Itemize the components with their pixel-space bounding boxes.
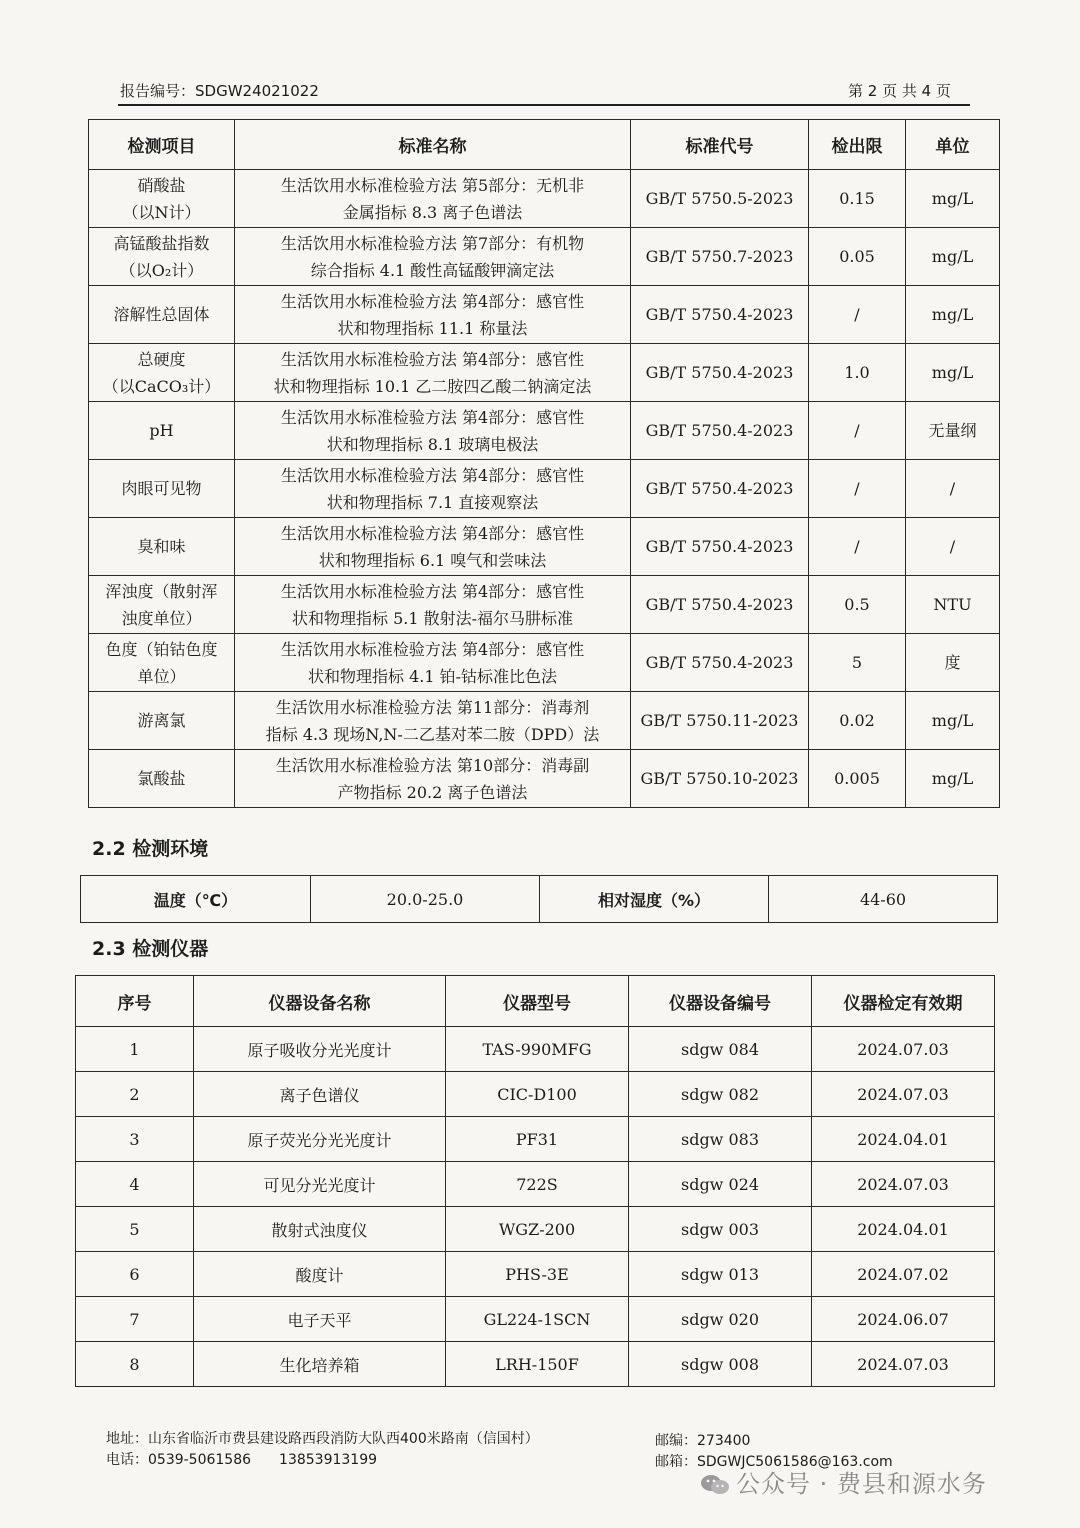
instruments-table <box>75 975 995 1387</box>
unit-cell: mg/L <box>906 286 1000 344</box>
standard-code-cell: GB/T 5750.4-2023 <box>631 460 809 518</box>
seq-cell: 1 <box>76 1027 194 1072</box>
test-item-cell-line: 硝酸盐 <box>137 175 186 195</box>
seq-cell: 3 <box>76 1117 194 1162</box>
standard-name-cell <box>235 170 631 228</box>
test-item-cell-line: 色度（铂钴色度 <box>105 639 218 659</box>
standard-name-cell <box>235 518 631 576</box>
table-row <box>76 1162 995 1207</box>
unit-cell: mg/L <box>906 692 1000 750</box>
test-item-cell-line: 高锰酸盐指数 <box>113 233 210 253</box>
equipment-id-cell: sdgw 083 <box>629 1117 812 1162</box>
detection-limit-cell: / <box>809 518 906 576</box>
seq-cell: 4 <box>76 1162 194 1207</box>
table-row <box>89 750 1000 808</box>
test-methods-table <box>88 119 1000 808</box>
model-cell: TAS-990MFG <box>446 1027 629 1072</box>
equipment-id-cell: sdgw 024 <box>629 1162 812 1207</box>
standard-name-cell-line: 生活饮用水标准检验方法 第10部分：消毒副 <box>275 755 590 775</box>
environment-table <box>80 875 998 923</box>
footer-phone: 电话：0539-5061586 13853913199 <box>106 1452 378 1468</box>
test-item-cell <box>89 286 235 344</box>
seq-cell: 7 <box>76 1297 194 1342</box>
unit-cell: mg/L <box>906 228 1000 286</box>
standard-name-cell-line: 生活饮用水标准检验方法 第4部分：感官性 <box>280 291 585 311</box>
standard-name-cell-line: 生活饮用水标准检验方法 第7部分：有机物 <box>280 233 585 253</box>
standard-code-cell: GB/T 5750.10-2023 <box>631 750 809 808</box>
table-row <box>76 1027 995 1072</box>
calibration-date-cell: 2024.07.03 <box>812 1027 995 1072</box>
header-unit: 单位 <box>906 120 1000 170</box>
standard-name-cell-line: 生活饮用水标准检验方法 第5部分：无机非 <box>280 175 585 195</box>
standard-name-cell <box>235 634 631 692</box>
standard-name-cell-line: 金属指标 8.3 离子色谱法 <box>342 202 523 222</box>
table-header-row <box>76 976 995 1027</box>
table-row <box>76 1072 995 1117</box>
unit-cell: NTU <box>906 576 1000 634</box>
table-row <box>89 344 1000 402</box>
detection-limit-cell: 0.005 <box>809 750 906 808</box>
standard-name-cell <box>235 344 631 402</box>
test-item-cell <box>89 228 235 286</box>
standard-name-cell-line: 综合指标 4.1 酸性高锰酸钾滴定法 <box>310 260 555 280</box>
standard-name-cell-line: 状和物理指标 7.1 直接观察法 <box>326 492 539 512</box>
model-cell: PF31 <box>446 1117 629 1162</box>
test-item-cell-line: 游离氯 <box>137 711 186 730</box>
detection-limit-cell: 0.02 <box>809 692 906 750</box>
instrument-name-cell: 电子天平 <box>194 1297 446 1342</box>
instrument-name-cell: 酸度计 <box>194 1252 446 1297</box>
detection-limit-cell: 0.15 <box>809 170 906 228</box>
calibration-date-cell: 2024.06.07 <box>812 1297 995 1342</box>
standard-name-cell <box>235 692 631 750</box>
standard-name-cell <box>235 460 631 518</box>
model-cell: GL224-1SCN <box>446 1297 629 1342</box>
test-item-cell-line: （以O₂计） <box>119 260 204 280</box>
detection-limit-cell: 0.05 <box>809 228 906 286</box>
standard-code-cell: GB/T 5750.4-2023 <box>631 344 809 402</box>
standard-code-cell: GB/T 5750.5-2023 <box>631 170 809 228</box>
table-row <box>76 1207 995 1252</box>
standard-name-cell <box>235 576 631 634</box>
model-cell: WGZ-200 <box>446 1207 629 1252</box>
model-cell: CIC-D100 <box>446 1072 629 1117</box>
table-row <box>89 228 1000 286</box>
standard-name-cell <box>235 228 631 286</box>
calibration-date-cell: 2024.07.03 <box>812 1072 995 1117</box>
standard-name-cell-line: 生活饮用水标准检验方法 第4部分：感官性 <box>280 349 585 369</box>
instrument-name-cell: 生化培养箱 <box>194 1342 446 1387</box>
standard-name-cell-line: 指标 4.3 现场N,N-二乙基对苯二胺（DPD）法 <box>265 724 600 744</box>
watermark <box>700 1464 987 1499</box>
test-item-cell <box>89 460 235 518</box>
standard-name-cell <box>235 286 631 344</box>
test-item-cell <box>89 402 235 460</box>
header-calibration-date: 仪器检定有效期 <box>812 976 995 1027</box>
standard-name-cell-line: 状和物理指标 10.1 乙二胺四乙酸二钠滴定法 <box>273 376 592 396</box>
detection-limit-cell: / <box>809 286 906 344</box>
table-row <box>89 518 1000 576</box>
test-item-cell-line: 浑浊度（散射浑 <box>105 581 218 601</box>
test-item-cell-line: 氯酸盐 <box>137 769 186 788</box>
standard-code-cell: GB/T 5750.4-2023 <box>631 402 809 460</box>
standard-code-cell: GB/T 5750.4-2023 <box>631 518 809 576</box>
detection-limit-cell: / <box>809 460 906 518</box>
test-item-cell <box>89 634 235 692</box>
table-row <box>89 634 1000 692</box>
test-item-cell <box>89 750 235 808</box>
table-row <box>89 402 1000 460</box>
test-item-cell-line: 浊度单位） <box>121 608 202 628</box>
seq-cell: 8 <box>76 1342 194 1387</box>
equipment-id-cell: sdgw 020 <box>629 1297 812 1342</box>
table-row <box>89 692 1000 750</box>
table-row <box>76 1342 995 1387</box>
environment-row <box>81 876 998 923</box>
detection-limit-cell: 5 <box>809 634 906 692</box>
test-item-cell-line: 溶解性总固体 <box>113 305 210 324</box>
test-item-cell-line: （以CaCO₃计） <box>102 376 221 396</box>
equipment-id-cell: sdgw 013 <box>629 1252 812 1297</box>
instrument-name-cell: 可见分光光度计 <box>194 1162 446 1207</box>
header-standard-name: 标准名称 <box>235 120 631 170</box>
unit-cell: / <box>906 518 1000 576</box>
header-instrument-name: 仪器设备名称 <box>194 976 446 1027</box>
standard-code-cell: GB/T 5750.4-2023 <box>631 634 809 692</box>
unit-cell: 无量纲 <box>906 402 1000 460</box>
header-standard-code: 标准代号 <box>631 120 809 170</box>
calibration-date-cell: 2024.04.01 <box>812 1117 995 1162</box>
seq-cell: 2 <box>76 1072 194 1117</box>
standard-name-cell-line: 状和物理指标 6.1 嗅气和尝味法 <box>318 550 547 570</box>
test-item-cell <box>89 170 235 228</box>
test-item-cell <box>89 576 235 634</box>
footer-postcode: 邮编：273400 <box>655 1433 751 1449</box>
equipment-id-cell: sdgw 003 <box>629 1207 812 1252</box>
test-item-cell-line: 肉眼可见物 <box>121 479 202 498</box>
test-item-cell <box>89 692 235 750</box>
header-test-item: 检测项目 <box>89 120 235 170</box>
model-cell: PHS-3E <box>446 1252 629 1297</box>
standard-code-cell: GB/T 5750.4-2023 <box>631 576 809 634</box>
standard-name-cell-line: 生活饮用水标准检验方法 第11部分：消毒剂 <box>275 697 590 717</box>
standard-name-cell-line: 生活饮用水标准检验方法 第4部分：感官性 <box>280 523 585 543</box>
standard-code-cell: GB/T 5750.11-2023 <box>631 692 809 750</box>
seq-cell: 5 <box>76 1207 194 1252</box>
unit-cell: mg/L <box>906 750 1000 808</box>
wechat-icon <box>700 1473 730 1497</box>
header-equipment-id: 仪器设备编号 <box>629 976 812 1027</box>
detection-limit-cell: 1.0 <box>809 344 906 402</box>
model-cell: 722S <box>446 1162 629 1207</box>
footer-email: 邮箱：SDGWJC5061586@163.com <box>655 1454 893 1470</box>
unit-cell: / <box>906 460 1000 518</box>
detection-limit-cell: / <box>809 402 906 460</box>
standard-name-cell-line: 状和物理指标 4.1 铂-钴标准比色法 <box>307 666 558 686</box>
test-item-cell-line: （以N计） <box>122 202 201 222</box>
unit-cell: mg/L <box>906 344 1000 402</box>
calibration-date-cell: 2024.07.03 <box>812 1162 995 1207</box>
standard-code-cell: GB/T 5750.7-2023 <box>631 228 809 286</box>
standard-name-cell-line: 状和物理指标 11.1 称量法 <box>337 318 528 338</box>
temperature-value: 20.0-25.0 <box>311 876 540 923</box>
table-row <box>89 286 1000 344</box>
table-row <box>89 170 1000 228</box>
test-item-cell-line: 臭和味 <box>137 537 186 556</box>
table-row <box>76 1252 995 1297</box>
standard-name-cell-line: 生活饮用水标准检验方法 第4部分：感官性 <box>280 407 585 427</box>
detection-limit-cell: 0.5 <box>809 576 906 634</box>
instrument-name-cell: 离子色谱仪 <box>194 1072 446 1117</box>
standard-name-cell-line: 生活饮用水标准检验方法 第4部分：感官性 <box>280 581 585 601</box>
instrument-name-cell: 散射式浊度仪 <box>194 1207 446 1252</box>
equipment-id-cell: sdgw 084 <box>629 1027 812 1072</box>
section-title-environment: 2.2 检测环境 <box>92 838 209 860</box>
temperature-label: 温度（℃） <box>81 876 311 923</box>
page-indicator: 第 2 页 共 4 页 <box>848 82 951 100</box>
standard-code-cell: GB/T 5750.4-2023 <box>631 286 809 344</box>
section-title-instruments: 2.3 检测仪器 <box>92 938 209 960</box>
header-detection-limit: 检出限 <box>809 120 906 170</box>
table-row <box>76 1117 995 1162</box>
table-row <box>89 576 1000 634</box>
test-item-cell-line: 总硬度 <box>137 349 186 369</box>
standard-name-cell <box>235 402 631 460</box>
instrument-name-cell: 原子荧光分光光度计 <box>194 1117 446 1162</box>
standard-name-cell-line: 生活饮用水标准检验方法 第4部分：感官性 <box>280 639 585 659</box>
standard-name-cell-line: 产物指标 20.2 离子色谱法 <box>337 782 528 802</box>
test-item-cell <box>89 518 235 576</box>
standard-name-cell <box>235 750 631 808</box>
unit-cell: 度 <box>906 634 1000 692</box>
calibration-date-cell: 2024.07.02 <box>812 1252 995 1297</box>
humidity-label: 相对湿度（%） <box>540 876 769 923</box>
model-cell: LRH-150F <box>446 1342 629 1387</box>
table-row <box>89 460 1000 518</box>
report-number: 报告编号：SDGW24021022 <box>120 82 319 100</box>
calibration-date-cell: 2024.07.03 <box>812 1342 995 1387</box>
instrument-name-cell: 原子吸收分光光度计 <box>194 1027 446 1072</box>
standard-name-cell-line: 生活饮用水标准检验方法 第4部分：感官性 <box>280 465 585 485</box>
header-model: 仪器型号 <box>446 976 629 1027</box>
header-seq: 序号 <box>76 976 194 1027</box>
test-item-cell <box>89 344 235 402</box>
standard-name-cell-line: 状和物理指标 5.1 散射法-福尔马肼标准 <box>291 608 574 628</box>
table-header-row <box>89 120 1000 170</box>
standard-name-cell-line: 状和物理指标 8.1 玻璃电极法 <box>326 434 539 454</box>
humidity-value: 44-60 <box>769 876 998 923</box>
calibration-date-cell: 2024.04.01 <box>812 1207 995 1252</box>
watermark-text: 公众号 · 费县和源水务 <box>736 1470 987 1498</box>
table-row <box>76 1297 995 1342</box>
equipment-id-cell: sdgw 008 <box>629 1342 812 1387</box>
test-item-cell-line: pH <box>149 421 174 440</box>
unit-cell: mg/L <box>906 170 1000 228</box>
test-item-cell-line: 单位） <box>137 666 186 686</box>
seq-cell: 6 <box>76 1252 194 1297</box>
footer-address: 地址：山东省临沂市费县建设路西段消防大队西400米路南（信国村） <box>106 1431 539 1447</box>
equipment-id-cell: sdgw 082 <box>629 1072 812 1117</box>
header-divider <box>118 104 970 106</box>
